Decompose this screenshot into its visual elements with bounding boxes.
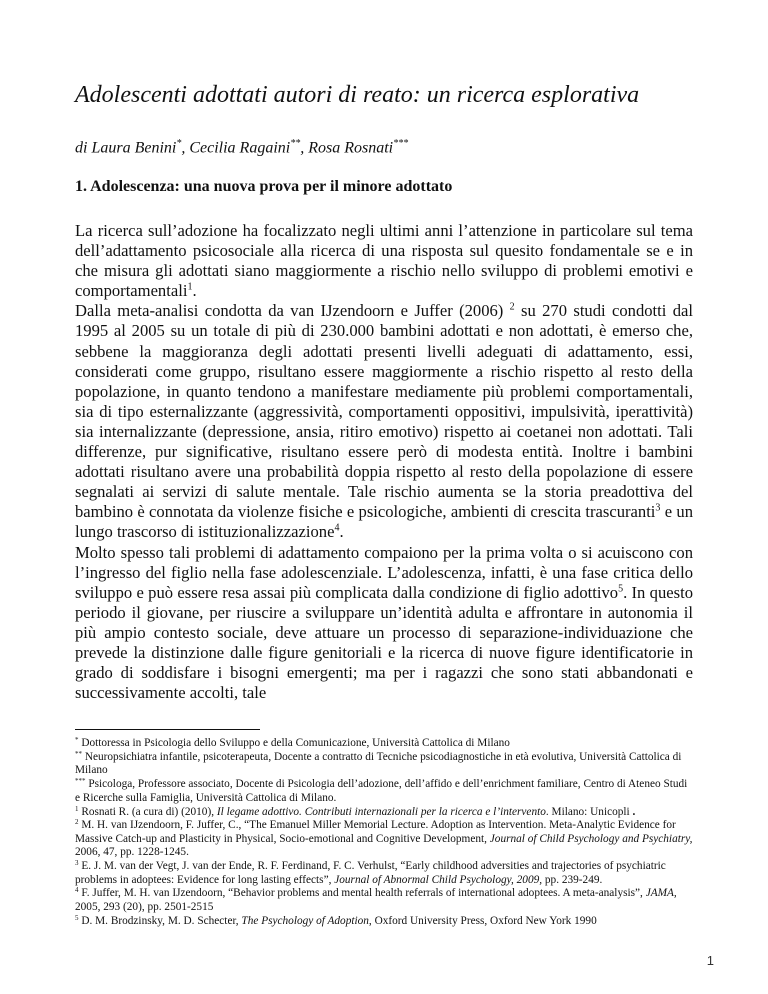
paragraph-text: Molto spesso tali problemi di adattamento compaiono per la prima volta o si acuiscono con l’ingresso del figlio nella fase adolescenziale. L’adolescenza, infatti, è una fase critica dello sviluppo e può essere resa assai più complicata dalla condizione di figlio adottivo bbox=[75, 542, 693, 602]
footnote bbox=[75, 819, 693, 859]
footnote bbox=[75, 806, 693, 819]
footnote-text: 2006, 47, pp. 1228-1245. bbox=[75, 846, 189, 859]
footnote bbox=[75, 860, 693, 887]
footnote bbox=[75, 887, 693, 914]
author-line bbox=[75, 138, 715, 157]
footnote-text: Rosnati R. (a cura di) (2010), bbox=[81, 805, 217, 818]
footnote-text: 2005, 293 (20), pp. 2501-2515 bbox=[75, 900, 214, 913]
paper-title: Adolescenti adottati autori di reato: un ricerca esplorativa bbox=[75, 82, 640, 108]
author-text: , Cecilia Ragaini bbox=[181, 139, 291, 157]
paragraph-text: Dalla meta-analisi condotta da van IJzendoorn e Juffer (2006) bbox=[75, 301, 510, 321]
footnote-separator bbox=[75, 729, 260, 730]
footnote-marker: 2 bbox=[75, 818, 79, 827]
footnote-text: . Milano: Unicopli bbox=[545, 805, 633, 818]
paragraph-text: su 270 studi condotti dal 1995 al 2005 su un totale di più di 230.000 bambini adottati e non adottati, è emerso che, sebbene la maggioranza degli adottati presenti livelli adeguati di adattamento, essi, considerati come gruppo, risultano essere maggiormente a rischio rispetto al resto della popolazione, in quanto tendono a manifestare mediamente più problemi comportamentali, sia di tipo esternalizzante (aggressività, comportamenti oppositivi, impulsività, iperattività) sia internalizzante (depressione, ansia, ritiro emotivo) rispetto ai coetanei non adottati. Tali differenze, pur significative, risultano essere però di modesta entità. Inoltre i bambini adottati risultano avere una probabilità doppia rispetto al resto della popolazione di essere segnalati ai servizi di salute mentale. Tale rischio aumenta se la storia preadottiva del bambino è connotata da violenze fisiche e psicologiche, ambienti di crescita trascuranti bbox=[75, 301, 693, 522]
page-number: 1 bbox=[706, 953, 714, 968]
paragraph-text: . bbox=[339, 522, 344, 542]
footnote bbox=[75, 915, 693, 928]
footnote bbox=[75, 778, 693, 805]
author-footnote-marker[interactable]: *** bbox=[393, 138, 409, 149]
paragraph-text: e un lungo trascorso di istituzionalizzazione bbox=[75, 502, 693, 542]
footnote-text: Il legame adottivo. Contributi internazionali per la ricerca e l’intervento bbox=[216, 805, 546, 818]
footnote-text: F. Juffer, M. H. van IJzendoorn, “Behavior problems and mental health referrals of international adoptees. A meta-analysis”, bbox=[81, 887, 646, 900]
footnote-text: D. M. Brodzinsky, M. D. Schecter, bbox=[81, 914, 242, 927]
footnote-text: JAMA, bbox=[645, 887, 677, 900]
paragraph-text: . bbox=[192, 281, 197, 301]
footnote-marker: * bbox=[75, 736, 79, 744]
footnote-reference[interactable]: 1 bbox=[187, 281, 193, 293]
footnotes bbox=[75, 737, 693, 929]
footnote-reference[interactable]: 3 bbox=[655, 502, 661, 514]
paragraph bbox=[75, 543, 693, 704]
footnote-reference[interactable]: 4 bbox=[334, 522, 340, 534]
footnote-text: The Psychology of Adoption bbox=[241, 914, 369, 927]
paragraph-text: . In questo periodo il giovane, per riuscire a sviluppare un’identità adulta e affrontare in autonomia il più ampio contesto sociale, deve attuare un processo di separazione-individuazione che prevede la distinzione dalle figure genitoriali e la ricerca di nuove figure identificatorie in grado di soddisfare i bisogni emergenti; ma per i ragazzi che sono stati abbandonati e successivamente accolti, tale bbox=[75, 582, 693, 703]
footnote-text: pp. 239-249. bbox=[542, 873, 603, 886]
footnote-text: , Oxford University Press, Oxford New York 1990 bbox=[368, 914, 597, 927]
footnote-text: Journal of Child Psychology and Psychiatry, bbox=[489, 832, 693, 845]
footnote-text: Neuropsichiatra infantile, psicoterapeuta, Docente a contratto di Tecniche psicodiagnostiche in età evolutiva, Università Cattolica di Milano bbox=[75, 750, 682, 777]
footnote bbox=[75, 737, 693, 750]
footnote-text: . bbox=[632, 805, 636, 818]
author-footnote-marker[interactable]: ** bbox=[290, 138, 301, 149]
footnote-text: Dottoressa in Psicologia dello Sviluppo e della Comunicazione, Università Cattolica di Milano bbox=[81, 737, 510, 749]
footnote-reference[interactable]: 2 bbox=[509, 301, 515, 313]
author-text: di Laura Benini bbox=[75, 139, 177, 157]
author-text: , Rosa Rosnati bbox=[300, 139, 394, 157]
author-footnote-marker[interactable]: * bbox=[176, 138, 182, 149]
footnote-marker: *** bbox=[75, 777, 86, 786]
section-heading: 1. Adolescenza: una nuova prova per il minore adottato bbox=[75, 178, 453, 195]
footnote-marker: 3 bbox=[75, 859, 79, 868]
footnote-marker: 1 bbox=[75, 804, 79, 813]
footnote-marker: 4 bbox=[75, 886, 79, 895]
footnote-text: Psicologa, Professore associato, Docente di Psicologia dell’adozione, dell’affido e dell’enrichment familiare, Centro di Ateneo Studi e Ricerche sulla Famiglia, Università Cattolica di Milano. bbox=[75, 778, 688, 804]
footnote bbox=[75, 751, 693, 778]
paragraph bbox=[75, 301, 693, 542]
paragraph-text: La ricerca sull’adozione ha focalizzato negli ultimi anni l’attenzione in particolare sul tema dell’adattamento psicosociale alla ricerca di una risposta sul quesito fondamentale se e in che misura gli adottati siano maggiormente a rischio nello sviluppo di problemi emotivi e comportamentali bbox=[75, 221, 693, 301]
footnote-marker: ** bbox=[75, 749, 82, 758]
footnote-text: Journal of Abnormal Child Psychology, 2009, bbox=[334, 873, 543, 886]
body-text bbox=[75, 221, 693, 703]
footnote-reference[interactable]: 5 bbox=[618, 583, 624, 595]
paragraph bbox=[75, 221, 693, 301]
footnote-marker: 5 bbox=[75, 913, 79, 922]
footnote-text: M. H. van IJzendoorn, F. Juffer, C., “The Emanuel Miller Memorial Lecture. Adoption as Intervention. Meta-Analytic Evidence for Massive Catch-up and Plasticity in Physical, Socio-emotional and Cognitive Development, bbox=[75, 819, 676, 845]
footnote-text: E. J. M. van der Vegt, J. van der Ende, R. F. Ferdinand, F. C. Verhulst, “Early childhood adversities and trajectories of psychiatric problems in adoptees: Evidence for long lasting effects”, bbox=[75, 860, 666, 886]
